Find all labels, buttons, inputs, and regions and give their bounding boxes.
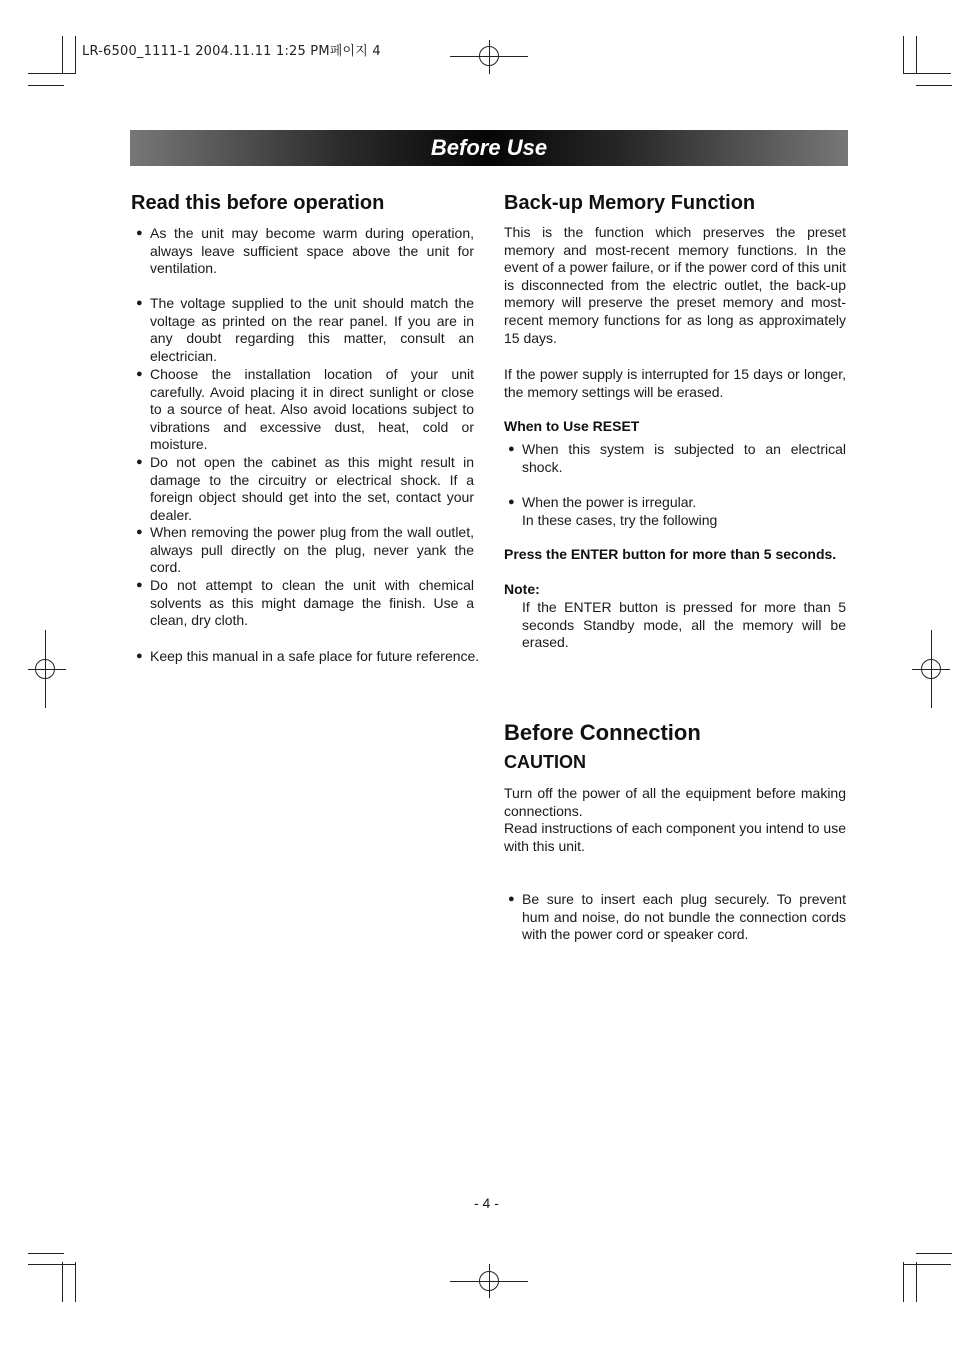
- list-item-text: Do not open the cabinet as this might result in damage to the circuitry or electrical shock. If a foreign object should get into the set, contact your dealer.: [150, 454, 474, 523]
- list-item-text: Choose the installation location of your unit carefully. Avoid placing it in direct sunlight or close to a source of heat. Also avoid locations subject to vibrations and excessive dust, heat, cold or moisture.: [150, 366, 474, 453]
- list-item: [136, 295, 474, 365]
- list-item-text: Do not attempt to clean the unit with chemical solvents as this might damage the finish. Use a clean, dry cloth.: [150, 577, 474, 629]
- banner-title: Before Use: [430, 135, 548, 160]
- list-item: [136, 454, 474, 524]
- section-banner: [130, 130, 848, 166]
- before-connection-heading: Before Connection: [504, 720, 701, 745]
- backup-memory-heading: Back-up Memory Function: [504, 192, 756, 214]
- caution-heading: CAUTION: [504, 752, 586, 772]
- reset-heading: When to Use RESET: [504, 418, 640, 434]
- list-item: [136, 366, 474, 454]
- backup-memory-erase-note: If the power supply is interrupted for 15 days or longer, the memory settings will be erased.: [504, 366, 846, 400]
- list-item-text: When removing the power plug from the wall outlet, always pull directly on the plug, never yank the cord.: [150, 524, 474, 576]
- note-label: Note:: [504, 581, 540, 597]
- list-item: [136, 225, 474, 278]
- list-item-text: Be sure to insert each plug securely. To prevent hum and noise, do not bundle the connection cords with the power cord or speaker cord.: [522, 891, 846, 943]
- backup-memory-description: This is the function which preserves the preset memory and most-recent memory functions. In the event of a power failure, or if the power cord of this unit is disconnected from the electric outlet, the back-up memory will preserve the preset memory and most-recent memory functions for as long as approximately 15 days.: [504, 224, 846, 346]
- list-item: [136, 648, 481, 666]
- connection-read-instructions-text: Read instructions of each component you intend to use with this unit.: [504, 820, 846, 854]
- bullet-icon: ●: [508, 893, 515, 905]
- list-item: [508, 441, 846, 476]
- bullet-icon: ●: [136, 297, 143, 309]
- reset-instruction: Press the ENTER button for more than 5 seconds.: [504, 546, 837, 562]
- bullet-icon: ●: [136, 650, 143, 662]
- page-number: - 4 -: [474, 1195, 499, 1211]
- bullet-icon: ●: [508, 443, 515, 455]
- list-item-text: The voltage supplied to the unit should match the voltage as printed on the rear panel. If you are in any doubt regarding this matter, consult an electrician.: [150, 295, 474, 364]
- read-before-operation-heading: Read this before operation: [131, 192, 385, 214]
- connection-power-off-text: Turn off the power of all the equipment before making connections.: [504, 785, 846, 819]
- list-item: [508, 891, 846, 944]
- bullet-icon: ●: [508, 496, 515, 508]
- list-item: [136, 524, 474, 577]
- list-item-text: Keep this manual in a safe place for future reference.: [150, 648, 480, 664]
- bullet-icon: ●: [136, 526, 143, 538]
- print-slug: LR-6500_1111-1 2004.11.11 1:25 PM페이지 4: [82, 44, 381, 59]
- bullet-icon: ●: [136, 456, 143, 468]
- list-item: [136, 577, 474, 630]
- note-text: If the ENTER button is pressed for more than 5 seconds Standby mode, all the memory will be erased.: [522, 599, 846, 651]
- bullet-icon: ●: [136, 227, 143, 239]
- list-item-text: When the power is irregular. In these cases, try the following: [522, 494, 718, 528]
- bullet-icon: ●: [136, 368, 143, 380]
- list-item: [508, 494, 846, 529]
- bullet-icon: ●: [136, 579, 143, 591]
- list-item-text: As the unit may become warm during operation, always leave sufficient space above the unit for ventilation.: [150, 225, 474, 277]
- list-item-text: When this system is subjected to an electrical shock.: [522, 441, 846, 475]
